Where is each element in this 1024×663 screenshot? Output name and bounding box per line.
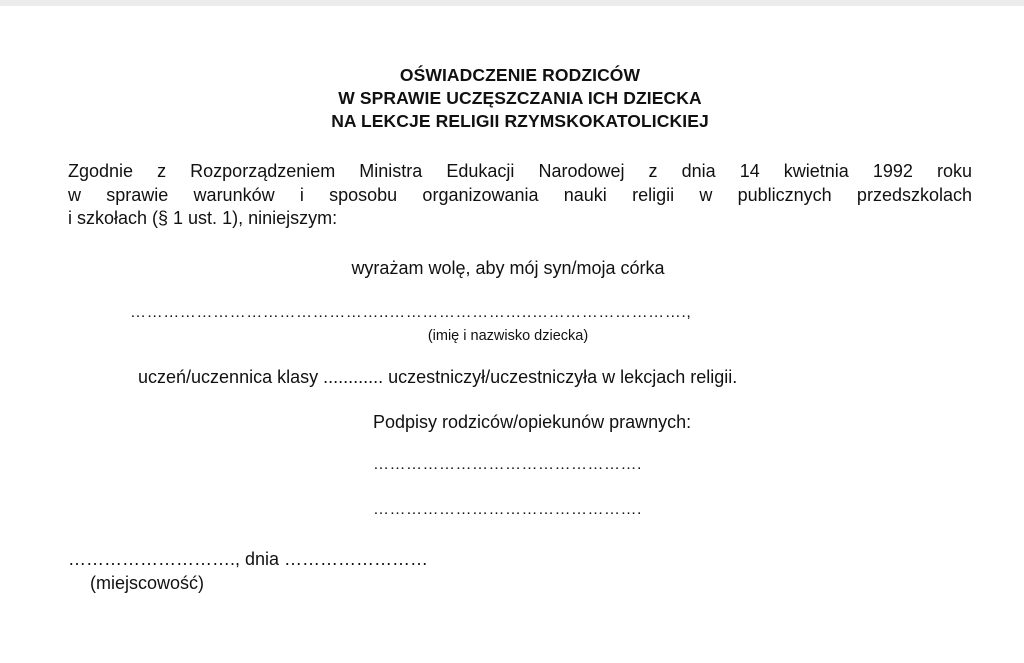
title-line-3: NA LEKCJE RELIGII RZYMSKOKATOLICKIEJ (331, 111, 709, 131)
intro-paragraph (68, 160, 972, 231)
signature-field-2: …………………………………………. (373, 501, 642, 518)
child-name-caption: (imię i nazwisko dziecka) (427, 328, 589, 344)
intro-line-1: Zgodnie z Rozporządzeniem Ministra Edukacji Narodowej z dnia 14 kwietnia 1992 roku (68, 161, 972, 181)
signatures-label: Podpisy rodziców/opiekunów prawnych: (373, 412, 692, 432)
intro-line-3: i szkołach (§ 1 ust. 1), niniejszym: (68, 208, 338, 228)
class-attendance-line: uczeń/uczennica klasy ............ uczestniczył/uczestniczyła w lekcjach religii. (138, 367, 738, 387)
intro-line-2: w sprawie warunków i sposobu organizowania nauki religii w publicznych przedszkolach (68, 184, 972, 205)
place-date-line: ………………………., dnia …………………… (68, 549, 429, 569)
document-title (0, 64, 1024, 133)
place-caption: (miejscowość) (90, 573, 205, 593)
child-name-field: ………………………………………..……………………..………………………., (130, 304, 692, 321)
declaration-wish: wyrażam wolę, aby mój syn/moja córka (351, 258, 665, 278)
signature-field-1: …………………………………………. (373, 456, 642, 473)
title-line-2: W SPRAWIE UCZĘSZCZANIA ICH DZIECKA (338, 88, 702, 108)
title-line-1: OŚWIADCZENIE RODZICÓW (399, 65, 641, 85)
